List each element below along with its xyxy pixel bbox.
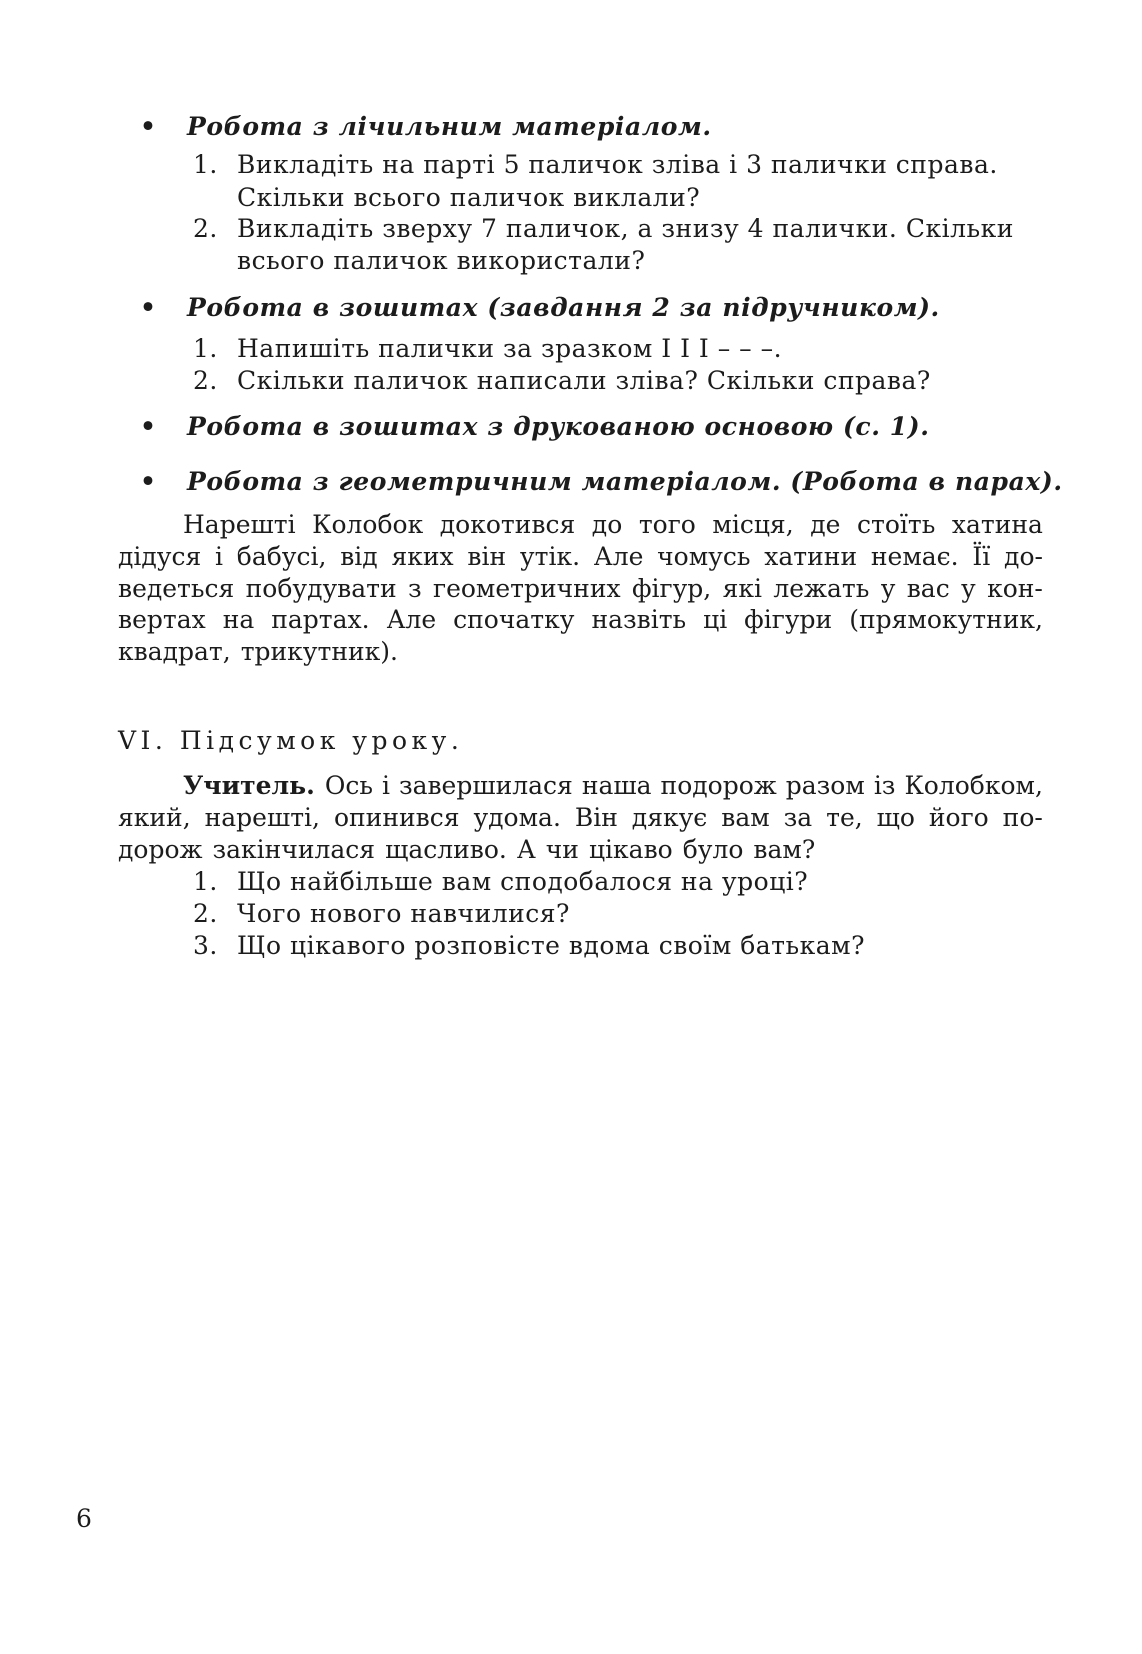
paragraph-line	[118, 803, 1043, 832]
section-title: Робота в зошитах (завдання 2 за підручником).	[187, 293, 940, 322]
word: вертах	[118, 605, 206, 634]
word: бабусі,	[236, 542, 327, 571]
word: і	[381, 771, 390, 800]
item-text: Що цікавого розповісте вдома своїм батькам?	[237, 931, 866, 960]
word: дідуся	[118, 542, 202, 571]
item-number: 3.	[193, 931, 218, 960]
summary-heading: VI. Підсумок уроку.	[118, 726, 464, 755]
word: подорож	[660, 771, 777, 800]
word: по-	[1002, 803, 1043, 832]
paragraph-line	[118, 542, 1043, 571]
paragraph-line	[183, 510, 1043, 539]
word: хатини	[764, 542, 858, 571]
word: ведеться	[118, 574, 235, 603]
item-number: 2.	[193, 366, 218, 395]
word: геометричних	[432, 574, 621, 603]
item-text-continuation: всього паличок використали?	[237, 246, 646, 275]
word: чомусь	[657, 542, 751, 571]
word: партах.	[271, 605, 370, 634]
word: і	[215, 542, 224, 571]
paragraph-line	[118, 605, 1043, 634]
word: (прямокутник,	[849, 605, 1043, 634]
word: ці	[703, 605, 728, 634]
bullet: •	[140, 293, 157, 322]
word: цікаво	[588, 835, 673, 864]
word: із	[873, 771, 896, 800]
word: місця,	[712, 510, 794, 539]
item-text: Скільки паличок написали зліва? Скільки справа?	[237, 366, 931, 395]
section-title: Робота в зошитах з друкованою основою (с. 1).	[187, 412, 930, 441]
word: Нарешті	[183, 510, 296, 539]
word: він	[467, 542, 507, 571]
word: фігури	[744, 605, 833, 634]
word: кон-	[987, 574, 1043, 603]
word: його	[928, 803, 989, 832]
word: у	[961, 574, 976, 603]
word: вам?	[753, 835, 816, 864]
word: Але	[593, 542, 644, 571]
speaker-label: Учитель.	[183, 771, 315, 800]
word: трикутник).	[240, 637, 398, 666]
item-text: Чого нового навчилися?	[237, 899, 570, 928]
paragraph-line	[183, 771, 1043, 800]
word: хатина	[951, 510, 1043, 539]
word: утік.	[519, 542, 581, 571]
word: того	[638, 510, 696, 539]
word: назвіть	[591, 605, 687, 634]
item-number: 1.	[193, 150, 218, 179]
word: фігур,	[631, 574, 712, 603]
section-title: Робота з лічильним матеріалом.	[187, 112, 712, 141]
word: завершилася	[398, 771, 573, 800]
word: які	[722, 574, 762, 603]
bullet: •	[140, 467, 157, 496]
word: квадрат,	[118, 637, 231, 666]
item-text: Що найбільше вам сподобалося на уроці?	[237, 867, 809, 896]
word: що	[876, 803, 915, 832]
word: у	[880, 574, 896, 603]
word: Але	[386, 605, 437, 634]
word: яких	[391, 542, 454, 571]
item-text: Викладіть зверху 7 паличок, а знизу 4 палички. Скільки	[237, 214, 1014, 243]
word: нарешті,	[204, 803, 320, 832]
word: спочатку	[453, 605, 575, 634]
word: Колобок	[312, 510, 424, 539]
word: де	[810, 510, 841, 539]
word: щасливо.	[385, 835, 507, 864]
paragraph-line	[118, 637, 1043, 666]
word: було	[682, 835, 744, 864]
word: Він	[574, 803, 618, 832]
item-number: 2.	[193, 899, 218, 928]
word: чи	[545, 835, 579, 864]
word: який,	[118, 803, 191, 832]
paragraph-line	[118, 574, 1043, 603]
word: удома.	[473, 803, 561, 832]
word: разом	[785, 771, 865, 800]
word: вам	[721, 803, 770, 832]
speaker-line	[183, 771, 1043, 800]
item-number: 2.	[193, 214, 218, 243]
word: з	[408, 574, 422, 603]
word: за	[783, 803, 813, 832]
item-text: Напишіть палички за зразком I I I – – –.	[237, 334, 783, 363]
speaker-text	[325, 771, 1043, 800]
word: Колобком,	[904, 771, 1043, 800]
paragraph-line	[118, 835, 1043, 864]
word: на	[222, 605, 255, 634]
item-text-continuation: Скільки всього паличок виклали?	[237, 183, 701, 212]
word: А	[516, 835, 536, 864]
bullet: •	[140, 112, 157, 141]
word: немає.	[870, 542, 959, 571]
word: наша	[581, 771, 652, 800]
word: дорож	[118, 835, 203, 864]
word: до-	[1004, 542, 1043, 571]
word: до	[591, 510, 623, 539]
word: стоїть	[856, 510, 936, 539]
word: побудувати	[245, 574, 397, 603]
bullet: •	[140, 412, 157, 441]
item-number: 1.	[193, 867, 218, 896]
page-number: 6	[76, 1504, 92, 1533]
section-title: Робота з геометричним матеріалом. (Робота в парах).	[187, 467, 1063, 496]
word: докотився	[439, 510, 576, 539]
word: закінчилася	[212, 835, 376, 864]
word: Її	[972, 542, 991, 571]
item-number: 1.	[193, 334, 218, 363]
word: дякує	[631, 803, 708, 832]
word: від	[340, 542, 378, 571]
item-text: Викладіть на парті 5 паличок зліва і 3 палички справа.	[237, 150, 998, 179]
word: опинився	[333, 803, 460, 832]
word: те,	[826, 803, 863, 832]
word: Ось	[324, 771, 373, 800]
word: вас	[906, 574, 950, 603]
word: лежать	[773, 574, 870, 603]
